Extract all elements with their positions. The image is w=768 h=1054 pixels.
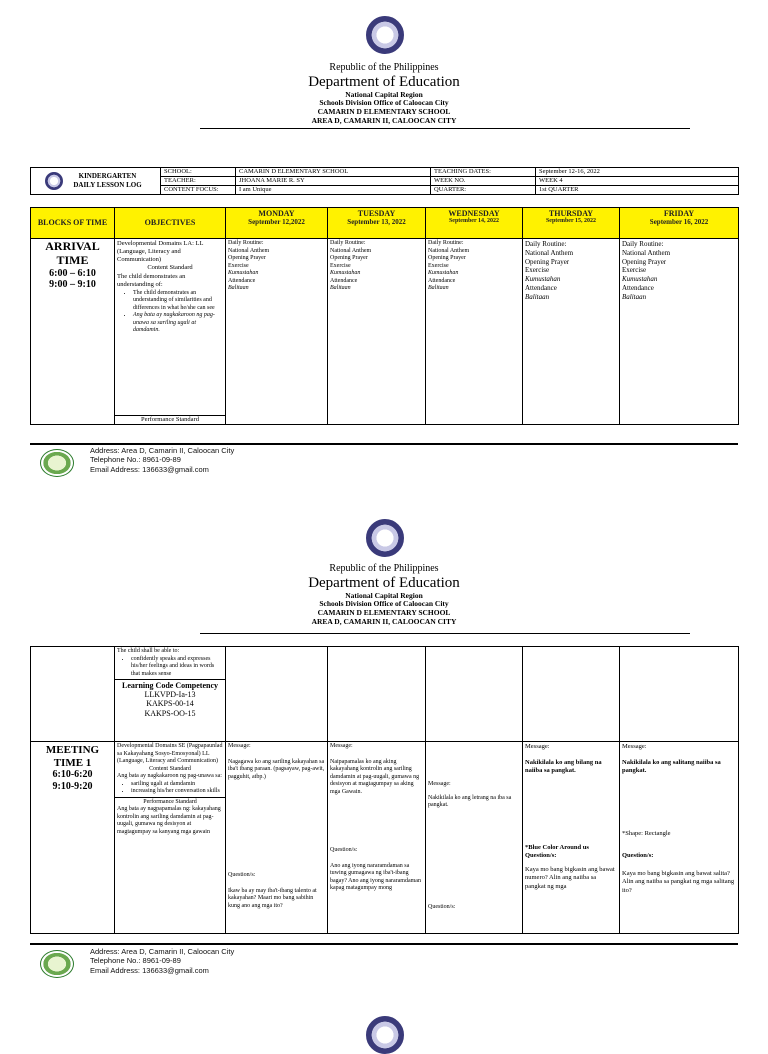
mt-bullet-1: • sariling ugali at damdamin bbox=[131, 781, 223, 789]
kumustahan-text: Kumustahan bbox=[228, 270, 259, 276]
dll-title1: KINDERGARTEN bbox=[78, 172, 137, 181]
arrival-time2: 9:00 – 9:10 bbox=[49, 279, 96, 291]
teacher-label: TEACHER: bbox=[161, 177, 236, 186]
fri-question-label: Question/s: bbox=[622, 852, 654, 860]
mt-cs-text: Ang bata ay nagkakaroon ng pag-unawa sa: bbox=[117, 773, 222, 779]
empty-cell bbox=[620, 647, 739, 742]
exercise-text: Exercise bbox=[228, 262, 249, 269]
mt-domains: Developmental Domains SE (Pagpapaunlad sa Kakayahang Sosyo-Emosyonal) LL (Language, Literacy and Communication) bbox=[117, 743, 223, 764]
monday-meeting bbox=[226, 742, 328, 934]
prayer-text: Opening Prayer bbox=[330, 255, 368, 261]
quarter-value: 1st QUARTER bbox=[536, 186, 739, 195]
deped-seal-icon bbox=[366, 16, 404, 54]
prayer-text: Opening Prayer bbox=[622, 257, 667, 266]
thu-message-label: Message: bbox=[525, 743, 550, 750]
arrival-objectives bbox=[115, 239, 226, 425]
prayer-text: Opening Prayer bbox=[228, 255, 266, 261]
day-date: September 12,2022 bbox=[248, 218, 305, 227]
region-text: National Capital Region bbox=[345, 590, 423, 600]
arrival-name: ARRIVAL TIME bbox=[45, 239, 100, 267]
exercise-text: Exercise bbox=[525, 266, 550, 275]
continued-objectives bbox=[115, 647, 226, 742]
footer-address: Address: Area D, Camarin II, Caloocan City bbox=[90, 446, 235, 455]
mt-ps-text: Ang bata ay nagpapamalas ng: kakayahang kontrolin ang sariling damdamin at pag-uugali, gumawa ng desisyon at magtagumpay sa kanyang mga gawain bbox=[117, 806, 221, 835]
info-table bbox=[30, 167, 739, 195]
mon-question-text: Ikaw ba ay may iba't-ibang talento at kakayahan? Maari mo bang sabihin kung ano ang mga ito? bbox=[228, 887, 317, 909]
dll-title2: DAILY LESSON LOG bbox=[73, 181, 142, 190]
thu-question-label: Question/s: bbox=[525, 852, 557, 860]
footer bbox=[90, 947, 234, 975]
routine-label: Daily Routine: bbox=[428, 240, 464, 246]
school-text: CAMARIN D ELEMENTARY SCHOOL bbox=[317, 107, 451, 116]
arrival-time1: 6:00 – 6:10 bbox=[49, 267, 96, 279]
obj-bullet-2: • Ang bata ay nagkakaroon ng pag-unawa sa sariling ugali at damdamin. bbox=[133, 312, 223, 335]
arrival-block bbox=[31, 239, 115, 425]
lc-code-3: KAKPS-OO-15 bbox=[144, 708, 196, 718]
footer-email: Email Address: 136633@gmail.com bbox=[90, 464, 209, 474]
lc-title: Learning Code Competency bbox=[122, 681, 218, 690]
cont-bullet-1: • confidently speaks and expresses his/her feelings and ideas in words that makes sense bbox=[131, 656, 223, 679]
obj-cs-text: The child demonstrates an understanding of: bbox=[117, 272, 186, 288]
fri-question-text: Kaya mo bang bigkasin ang bawat salita? Alin ang naiiba sa pangkat ng mga salitang ito? bbox=[622, 870, 735, 894]
footer bbox=[90, 446, 234, 474]
obj-domains: Developmental Domains LA: LL (Language, Literacy and Communication) bbox=[117, 240, 204, 264]
tue-message-text: Naipapamalas ko ang aking kakayahang kontrolin ang sariling damdamin at pag-uugali, gumawa ng desisyon at magtagumpay sa aking mga Gawain. bbox=[330, 758, 420, 795]
school-text: CAMARIN D ELEMENTARY SCHOOL bbox=[317, 608, 451, 617]
exercise-text: Exercise bbox=[330, 262, 351, 269]
tue-question-text: Ano ang iyong nararamdaman sa tuwing gumagawa ng iba't-ibang bagay? Ano ang iyong nararamdaman kapag matagumpay mong bbox=[330, 862, 421, 891]
tue-question-label: Question/s: bbox=[330, 847, 358, 853]
footer-phone: Telephone No.: 8961-09-89 bbox=[90, 956, 181, 966]
school-logo-icon bbox=[40, 449, 74, 477]
day-date: September 13, 2022 bbox=[347, 218, 406, 227]
dept-title: Department of Education bbox=[308, 574, 460, 591]
dates-label: TEACHING DATES: bbox=[431, 168, 536, 177]
friday-meeting bbox=[620, 742, 739, 934]
empty-block-cell bbox=[31, 647, 115, 742]
cont-intro: The child shall be able to: bbox=[117, 648, 180, 654]
thu-message-text: Nakikilala ko ang bilang na naiiba sa pangkat. bbox=[525, 759, 602, 775]
day-name: MONDAY bbox=[258, 209, 295, 218]
anthem-text: National Anthem bbox=[622, 248, 671, 257]
attendance-text: Attendance bbox=[228, 277, 256, 284]
exercise-text: Exercise bbox=[428, 262, 449, 269]
anthem-text: National Anthem bbox=[428, 247, 470, 254]
attendance-text: Attendance bbox=[428, 277, 456, 284]
balitaan-text: Balitaan bbox=[622, 292, 647, 301]
wednesday-header bbox=[426, 208, 523, 239]
routine-label: Daily Routine: bbox=[622, 240, 664, 248]
dates-value: September 12-16, 2022 bbox=[536, 168, 739, 177]
day-date: September 14, 2022 bbox=[448, 218, 500, 225]
routine-label: Daily Routine: bbox=[525, 240, 567, 248]
region-text: National Capital Region bbox=[345, 89, 423, 99]
school-logo-icon bbox=[40, 950, 74, 978]
republic-text: Republic of the Philippines bbox=[329, 62, 439, 73]
friday-header bbox=[620, 208, 739, 239]
week-label: WEEK NO. bbox=[431, 177, 536, 186]
teacher-value: JHOANA MARIE R. SY bbox=[236, 177, 431, 186]
day-date: September 15, 2022 bbox=[545, 218, 597, 225]
objectives-header: OBJECTIVES bbox=[115, 208, 226, 239]
mt-content-standard: Content Standard bbox=[149, 765, 191, 772]
thu-blue-color: *Blue Color Around us bbox=[525, 844, 589, 851]
school-label: SCHOOL: bbox=[161, 168, 236, 177]
anthem-text: National Anthem bbox=[228, 247, 270, 254]
tuesday-header bbox=[328, 208, 426, 239]
dept-title: Department of Education bbox=[308, 73, 460, 90]
focus-value: I am Unique bbox=[236, 186, 431, 195]
attendance-text: Attendance bbox=[622, 283, 654, 292]
balitaan-text: Balitaan bbox=[525, 292, 550, 301]
thu-question-text: Kaya mo bang bigkasin ang bawat numero? Alin ang naiiba sa pangkat ng mga bbox=[525, 866, 615, 890]
wednesday-routine bbox=[426, 239, 523, 425]
footer-rule bbox=[30, 943, 738, 945]
attendance-text: Attendance bbox=[525, 283, 557, 292]
obj-bullet-1: • The child demonstrates an understanding of similarities and differences in what he/she can see bbox=[133, 290, 223, 313]
mon-message-text: Nagagawa ko ang sariling kakayahan sa iba't ibang paraan. (pagsayaw, pag-awit, pagguhit, atbp.) bbox=[228, 758, 325, 780]
fri-message-label: Message: bbox=[622, 743, 647, 750]
lesson-table-page2 bbox=[30, 646, 739, 934]
tue-message-label: Message: bbox=[330, 743, 353, 749]
dll-title-cell bbox=[31, 168, 161, 195]
wed-question-label: Question/s: bbox=[428, 904, 456, 910]
wed-message-label: Message: bbox=[428, 781, 451, 787]
day-name: THURSDAY bbox=[548, 209, 594, 218]
empty-cell bbox=[523, 647, 620, 742]
address-text: AREA D, CAMARIN II, CALOOCAN CITY bbox=[311, 115, 457, 125]
footer-phone: Telephone No.: 8961-09-89 bbox=[90, 455, 181, 465]
kumustahan-text: Kumustahan bbox=[428, 270, 459, 276]
friday-routine bbox=[620, 239, 739, 425]
mon-message-label: Message: bbox=[228, 743, 251, 749]
focus-label: CONTENT FOCUS: bbox=[161, 186, 236, 195]
thursday-routine bbox=[523, 239, 620, 425]
deped-seal-icon bbox=[366, 1016, 404, 1054]
school-value: CAMARIN D ELEMENTARY SCHOOL bbox=[236, 168, 431, 177]
blocks-header: BLOCKS OF TIME bbox=[31, 208, 115, 239]
tuesday-meeting bbox=[328, 742, 426, 934]
empty-cell bbox=[328, 647, 426, 742]
balitaan-text: Balitaan bbox=[228, 285, 249, 291]
obj-content-standard: Content Standard bbox=[147, 264, 193, 272]
thursday-header bbox=[523, 208, 620, 239]
footer-address: Address: Area D, Camarin II, Caloocan City bbox=[90, 947, 235, 956]
deped-small-seal-icon bbox=[45, 172, 63, 190]
anthem-text: National Anthem bbox=[330, 247, 372, 254]
day-date: September 16, 2022 bbox=[649, 218, 709, 227]
lesson-table bbox=[30, 207, 739, 425]
week-value: WEEK 4 bbox=[536, 177, 739, 186]
attendance-text: Attendance bbox=[330, 277, 358, 284]
fri-shape: *Shape: Rectangle bbox=[622, 830, 671, 837]
mon-question-label: Question/s: bbox=[228, 872, 256, 878]
meeting-block bbox=[31, 742, 115, 934]
anthem-text: National Anthem bbox=[525, 248, 574, 257]
meeting-time1: 6:10-6:20 bbox=[52, 769, 93, 781]
deped-seal-icon bbox=[366, 519, 404, 557]
monday-header bbox=[226, 208, 328, 239]
republic-text: Republic of the Philippines bbox=[329, 563, 439, 574]
meeting-name: MEETING TIME 1 bbox=[45, 744, 100, 769]
wednesday-meeting bbox=[426, 742, 523, 934]
division-text: Schools Division Office of Caloocan City bbox=[319, 599, 449, 609]
obj-performance-standard: Performance Standard bbox=[115, 415, 225, 424]
fri-message-text: Nakikilala ko ang salitang naiiba sa pangkat. bbox=[622, 759, 721, 775]
balitaan-text: Balitaan bbox=[428, 285, 449, 291]
lc-code-2: KAKPS-00-14 bbox=[146, 699, 194, 709]
header-rule bbox=[200, 633, 690, 634]
kumustahan-text: Kumustahan bbox=[330, 270, 361, 276]
day-name: FRIDAY bbox=[663, 209, 695, 218]
day-name: TUESDAY bbox=[357, 209, 396, 218]
tuesday-routine bbox=[328, 239, 426, 425]
prayer-text: Opening Prayer bbox=[525, 257, 570, 266]
mt-performance-standard: Performance Standard bbox=[143, 798, 197, 805]
footer-rule bbox=[30, 443, 738, 445]
address-text: AREA D, CAMARIN II, CALOOCAN CITY bbox=[311, 616, 457, 626]
page-header bbox=[0, 62, 768, 125]
day-name: WEDNESDAY bbox=[448, 209, 500, 218]
kumustahan-text: Kumustahan bbox=[525, 275, 561, 283]
balitaan-text: Balitaan bbox=[330, 285, 351, 291]
quarter-label: QUARTER: bbox=[431, 186, 536, 195]
lc-code-1: LLKVPD-Ia-13 bbox=[144, 690, 196, 700]
division-text: Schools Division Office of Caloocan City bbox=[319, 98, 449, 108]
meeting-objectives bbox=[115, 742, 226, 934]
header-rule bbox=[200, 128, 690, 129]
exercise-text: Exercise bbox=[622, 266, 647, 275]
thursday-meeting bbox=[523, 742, 620, 934]
page2-header bbox=[0, 563, 768, 626]
monday-routine bbox=[226, 239, 328, 425]
mt-bullet-2: • increasing his/her conversation skills bbox=[131, 788, 223, 796]
routine-label: Daily Routine: bbox=[228, 240, 264, 246]
meeting-time2: 9:10-9:20 bbox=[52, 780, 93, 792]
footer-email: Email Address: 136633@gmail.com bbox=[90, 965, 209, 975]
wed-message-text: Nakikilala ko ang letrang na iba sa pangkat. bbox=[428, 794, 512, 808]
prayer-text: Opening Prayer bbox=[428, 255, 466, 261]
empty-cell bbox=[426, 647, 523, 742]
empty-cell bbox=[226, 647, 328, 742]
routine-label: Daily Routine: bbox=[330, 240, 366, 246]
kumustahan-text: Kumustahan bbox=[622, 275, 658, 283]
